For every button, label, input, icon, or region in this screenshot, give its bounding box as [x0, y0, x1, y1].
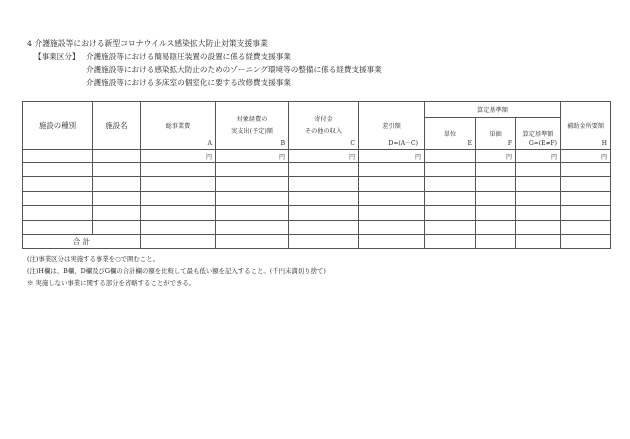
header-unit-price: [476, 118, 516, 150]
header-letter-d: D=(A－C): [388, 140, 418, 147]
table-row: [23, 163, 611, 177]
header-letter-b: B: [280, 140, 285, 147]
header-unit: [425, 118, 476, 150]
header-letter-c: C: [350, 140, 355, 147]
table-cell: [23, 150, 93, 163]
header-standard-amount: [516, 118, 561, 150]
yen-unit: 円: [561, 150, 611, 163]
table-cell: [425, 150, 476, 163]
yen-unit: 円: [289, 150, 359, 163]
header-difference: [359, 102, 425, 150]
header-facility-type: 施設の種別: [23, 102, 93, 150]
category-item-1: 介護施設等における簡易陰圧装置の設置に係る経費支援事業: [86, 52, 292, 61]
category-item-3: 介護施設等における多床室の個室化に要する改修費支援事業: [86, 78, 292, 87]
budget-table: [22, 101, 611, 249]
category-item-2: 介護施設等における感染拡大防止のためのゾーニング環境等の整備に係る経費支援事業: [86, 65, 382, 74]
header-subsidy-label: 補助金所要額: [566, 123, 605, 130]
table-row: [23, 150, 611, 163]
yen-unit: 円: [476, 150, 516, 163]
header-standard-amount-label: 算定基準額: [522, 131, 554, 138]
yen-unit: 円: [141, 150, 216, 163]
header-donation-line1: 寄付金: [314, 115, 333, 123]
table-row: [23, 221, 611, 235]
note-1: (注)事業区分は実施する事業を○で囲むこと。: [27, 255, 159, 263]
yen-unit: 円: [516, 150, 561, 163]
header-unit-label: 単位: [443, 131, 457, 138]
table-row: [23, 192, 611, 206]
header-target-cost: [216, 102, 289, 150]
header-letter-h: H: [601, 140, 608, 147]
table-cell: [93, 150, 141, 163]
header-letter-f: F: [507, 140, 512, 147]
header-target-cost-line2: 実支出(予定)額: [231, 127, 273, 135]
category-label: 【事業区分】: [34, 52, 80, 61]
header-donation: [289, 102, 359, 150]
note-2: (注)H欄は、B欄、D欄及びG欄の合計欄の額を比較して最も低い額を記入すること。(千円未満切り捨て): [27, 267, 326, 275]
header-subsidy: [561, 102, 611, 150]
total-label: 合 計: [23, 235, 141, 249]
header-letter-e: E: [467, 140, 472, 147]
total-row: [23, 235, 611, 249]
header-difference-label: 差引額: [382, 123, 401, 130]
header-total-cost-label: 総事業費: [165, 123, 191, 130]
table-row: [23, 177, 611, 192]
section-heading: 4 介護施設等における新型コロナウイルス感染拡大防止対策支援事業: [27, 39, 268, 48]
note-3: ※ 実施しない事業に関する部分を省略することができる。: [27, 279, 196, 287]
header-standard-group: 算定基準額: [425, 102, 561, 118]
header-total-cost: [141, 102, 216, 150]
header-letter-g: G=(E≠F): [528, 140, 558, 147]
header-letter-a: A: [207, 140, 212, 147]
yen-unit: 円: [216, 150, 289, 163]
yen-unit: 円: [359, 150, 425, 163]
table-row: [23, 206, 611, 221]
header-unit-price-label: 単価: [489, 131, 502, 138]
header-facility-name: 施設名: [93, 102, 141, 150]
header-donation-line2: その他の収入: [304, 127, 343, 135]
header-target-cost-line1: 対象経費の: [236, 115, 268, 123]
